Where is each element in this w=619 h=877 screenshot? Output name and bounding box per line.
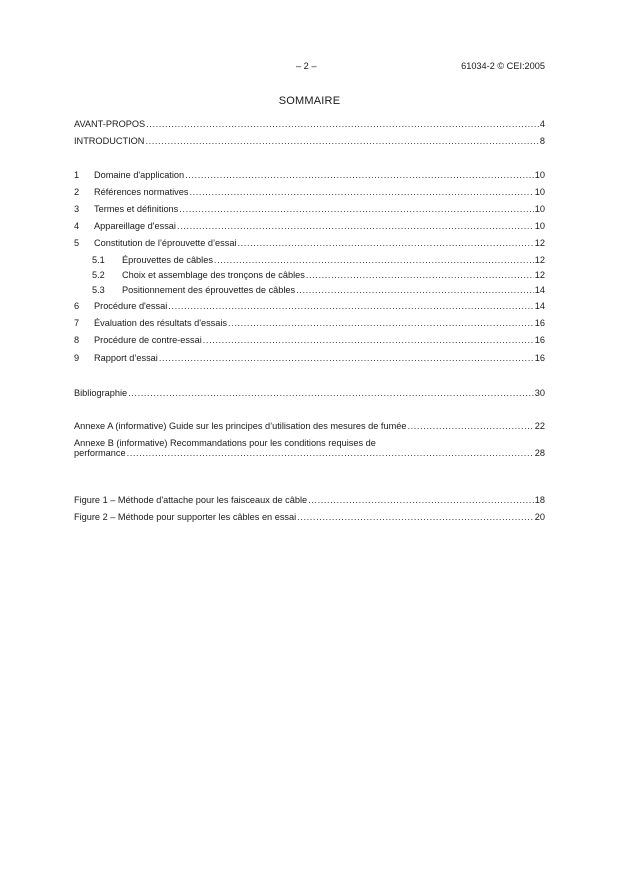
toc-entry-label: Positionnement des éprouvettes de câbles	[122, 285, 296, 295]
toc-entry-section-9[interactable]	[74, 353, 545, 365]
toc-entry-page: 16	[534, 318, 545, 328]
toc-leader-dots	[306, 270, 534, 280]
toc-leader-dots	[297, 512, 534, 522]
toc-entry-label: Procédure d'essai	[94, 301, 168, 311]
page-number: – 2 –	[296, 61, 317, 71]
toc-entry-label: INTRODUCTION	[74, 136, 145, 146]
toc-entry-section-7[interactable]	[74, 318, 545, 330]
toc-leader-dots	[185, 170, 534, 180]
page-title: SOMMAIRE	[278, 95, 341, 107]
toc-entry-continuation	[74, 448, 545, 458]
toc-entry-page: 16	[534, 335, 545, 345]
page-header	[0, 61, 619, 73]
toc-entry-avant-propos[interactable]	[74, 119, 545, 131]
toc-entry-label: Domaine d'application	[94, 170, 185, 180]
toc-entry-label: AVANT-PROPOS	[74, 119, 146, 129]
toc-entry-number: 9	[74, 353, 80, 363]
toc-entry-page: 22	[534, 421, 545, 431]
toc-leader-dots	[189, 187, 533, 197]
toc-entry-number: 5	[74, 238, 80, 248]
toc-leader-dots	[407, 421, 533, 431]
toc-entry-section-2[interactable]	[74, 187, 545, 199]
toc-leader-dots	[214, 255, 534, 265]
toc-entry-label: Termes et définitions	[94, 204, 179, 214]
toc-entry-label: Appareillage d'essai	[94, 221, 176, 231]
toc-entry-page: 10	[534, 187, 545, 197]
toc-leader-dots	[145, 136, 538, 146]
toc-leader-dots	[159, 353, 534, 363]
toc-entry-section-5-1[interactable]	[74, 255, 545, 267]
toc-entry-annexe-a[interactable]	[74, 421, 545, 433]
toc-entry-page: 20	[534, 512, 545, 522]
toc-entry-label: Rapport d’essai	[94, 353, 158, 363]
toc-entry-section-1[interactable]	[74, 170, 545, 182]
toc-entry-label: Bibliographie	[74, 388, 128, 398]
toc-entry-page: 4	[539, 119, 545, 129]
toc-entry-section-5-2[interactable]	[74, 270, 545, 282]
toc-entry-label: Figure 2 – Méthode pour supporter les câbles en essai	[74, 512, 297, 522]
toc-leader-dots	[168, 301, 534, 311]
toc-entry-page: 10	[534, 221, 545, 231]
toc-leader-dots	[128, 388, 534, 398]
toc-entry-page: 30	[534, 388, 545, 398]
toc-entry-page: 8	[539, 136, 545, 146]
toc-entry-figure-1[interactable]	[74, 495, 545, 507]
toc-entry-section-4[interactable]	[74, 221, 545, 233]
toc-entry-page: 16	[534, 353, 545, 363]
toc-entry-introduction[interactable]	[74, 136, 545, 148]
toc-entry-label: Annexe B (informative) Recommandations pour les conditions requises de	[74, 438, 376, 448]
toc-entry-page: 14	[534, 285, 545, 295]
toc-entry-number: 4	[74, 221, 80, 231]
toc-entry-page: 12	[534, 238, 545, 248]
toc-leader-dots	[203, 335, 534, 345]
toc-entry-page: 10	[534, 204, 545, 214]
toc-leader-dots	[238, 238, 534, 248]
toc-entry-label: Références normatives	[94, 187, 189, 197]
toc-leader-dots	[146, 119, 539, 129]
toc-entry-label: Procédure de contre-essai	[94, 335, 202, 345]
toc-entry-section-5[interactable]	[74, 238, 545, 250]
toc-entry-label: Figure 1 – Méthode d'attache pour les faisceaux de câble	[74, 495, 308, 505]
toc-entry-annexe-b[interactable]	[74, 438, 545, 464]
toc-entry-figure-2[interactable]	[74, 512, 545, 524]
toc-entry-number: 5.2	[92, 270, 105, 280]
toc-entry-label-continued: performance	[74, 448, 126, 458]
toc-entry-page: 18	[534, 495, 545, 505]
toc-entry-label: Évaluation des résultats d'essais	[94, 318, 228, 328]
toc-entry-label: Choix et assemblage des tronçons de câbles	[122, 270, 305, 280]
toc-entry-page: 12	[534, 270, 545, 280]
toc-leader-dots	[179, 204, 534, 214]
toc-entry-section-3[interactable]	[74, 204, 545, 216]
toc-leader-dots	[228, 318, 534, 328]
toc-entry-page: 28	[534, 448, 545, 458]
toc-entry-section-6[interactable]	[74, 301, 545, 313]
toc-entry-bibliographie[interactable]	[74, 388, 545, 400]
toc-leader-dots	[127, 448, 534, 458]
toc-entry-label: Constitution de l’éprouvette d’essai	[94, 238, 237, 248]
toc-entry-page: 12	[534, 255, 545, 265]
toc-entry-number: 2	[74, 187, 80, 197]
toc-entry-number: 3	[74, 204, 80, 214]
toc-entry-number: 7	[74, 318, 80, 328]
toc-entry-section-8[interactable]	[74, 335, 545, 347]
document-reference: 61034-2 © CEI:2005	[461, 61, 545, 71]
toc-leader-dots	[296, 285, 534, 295]
toc-entry-page: 14	[534, 301, 545, 311]
toc-entry-number: 5.1	[92, 255, 105, 265]
toc-entry-number: 8	[74, 335, 80, 345]
toc-entry-number: 6	[74, 301, 80, 311]
toc-entry-page: 10	[534, 170, 545, 180]
toc-leader-dots	[177, 221, 534, 231]
toc-entry-number: 5.3	[92, 285, 105, 295]
toc-entry-label: Annexe A (informative) Guide sur les principes d’utilisation des mesures de fumée	[74, 421, 407, 431]
toc-entry-label: Éprouvettes de câbles	[122, 255, 213, 265]
toc-leader-dots	[308, 495, 534, 505]
toc-entry-section-5-3[interactable]	[74, 285, 545, 297]
toc-entry-number: 1	[74, 170, 80, 180]
